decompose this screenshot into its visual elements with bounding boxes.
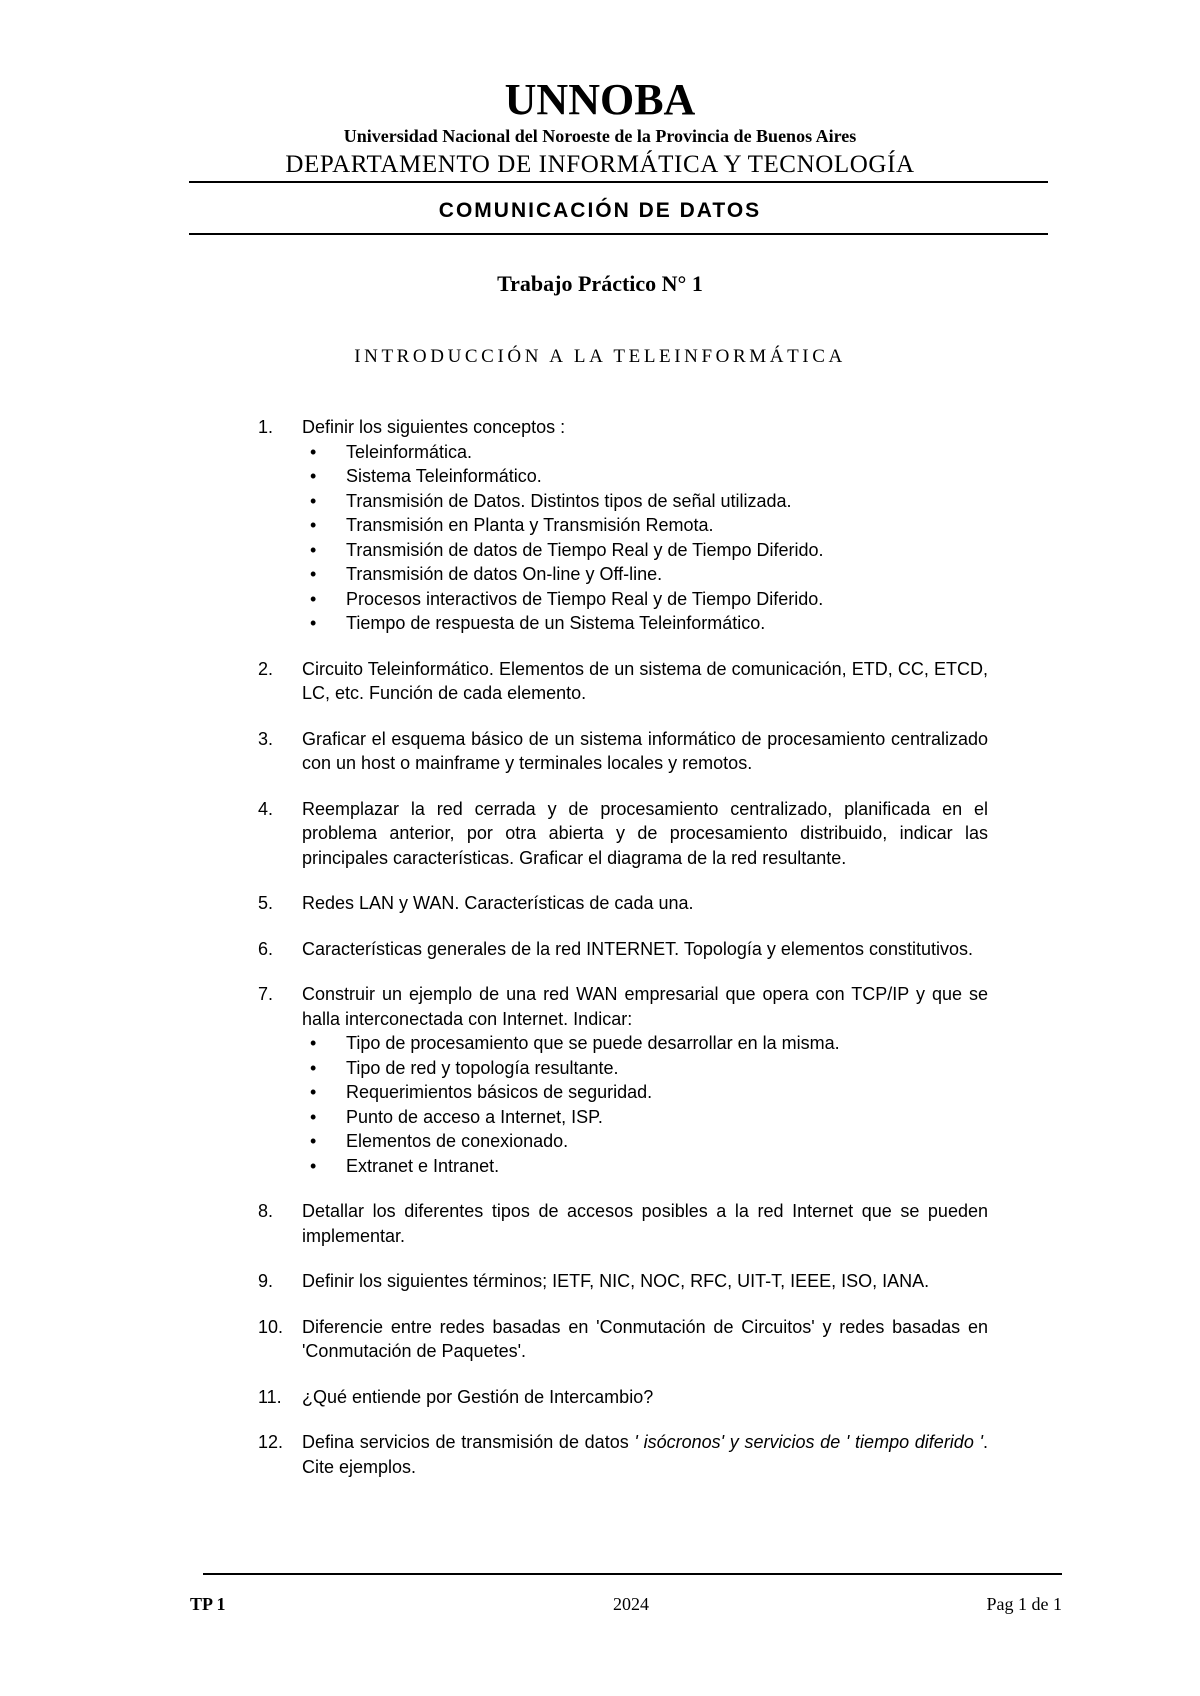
bullet-item: • Sistema Teleinformático. (302, 464, 988, 489)
question-item (258, 982, 988, 1178)
question-item (258, 937, 988, 962)
bullet-icon: • (310, 466, 317, 486)
bullet-item: • Teleinformática. (302, 440, 988, 465)
bullet-icon: • (310, 515, 317, 535)
bullet-item: • Transmisión de Datos. Distintos tipos de señal utilizada. (302, 489, 988, 514)
bullet-icon: • (310, 588, 317, 609)
bullet-icon: • (310, 441, 317, 462)
question-number: 6. (258, 938, 274, 959)
question-number: 8. (258, 1201, 274, 1221)
question-number: 7. (258, 984, 274, 1004)
bullet-item: • Punto de acceso a Internet, ISP. (302, 1105, 988, 1130)
question-text: Detallar los diferentes tipos de accesos posibles a la red Internet que se pueden implementar. (302, 1201, 988, 1246)
department-name: DEPARTAMENTO DE INFORMÁTICA Y TECNOLOGÍA (285, 151, 915, 178)
question-text: Circuito Teleinformático. Elementos de un sistema de comunicación, ETD, CC, ETCD, LC, etc. Función de cada elemento. (302, 658, 988, 703)
question-number: 2. (258, 658, 274, 679)
bullet-icon: • (310, 539, 317, 560)
course-name: COMUNICACIÓN DE DATOS (438, 199, 762, 222)
footer-page-number: Pag 1 de 1 (986, 1594, 1062, 1614)
bullet-item: • Tiempo de respuesta de un Sistema Teleinformático. (302, 611, 988, 636)
question-text: Reemplazar la red cerrada y de procesamiento centralizado, planificada en el problema anterior, por otra abierta y de procesamiento distribuido, indicar las principales características. Graficar el diagrama de la red resultante. (302, 798, 988, 868)
bullet-list (302, 440, 988, 636)
bullet-icon: • (310, 1155, 317, 1176)
question-item (258, 1315, 988, 1364)
question-item (258, 797, 988, 871)
bullet-item: • Procesos interactivos de Tiempo Real y de Tiempo Diferido. (302, 587, 988, 612)
question-item (258, 1385, 988, 1410)
question-text: Características generales de la red INTERNET. Topología y elementos constitutivos. (302, 938, 973, 959)
bullet-item: • Tipo de red y topología resultante. (302, 1056, 988, 1081)
bullet-item: • Requerimientos básicos de seguridad. (302, 1080, 988, 1105)
question-text: Defina servicios de transmisión de datos ' isócronos' y servicios de ' tiempo diferido '. Cite ejemplos. (302, 1432, 988, 1477)
header-divider-top (189, 181, 1048, 183)
footer-year: 2024 (613, 1594, 649, 1614)
question-text: Graficar el esquema básico de un sistema informático de procesamiento centralizado con un host o mainframe y terminales locales y remotos. (302, 728, 988, 773)
bullet-icon: • (310, 1106, 317, 1127)
bullet-icon: • (310, 613, 317, 633)
question-number: 9. (258, 1271, 274, 1291)
question-item (258, 1430, 988, 1479)
bullet-icon: • (310, 1057, 317, 1078)
university-full-name: Universidad Nacional del Noroeste de la Provincia de Buenos Aires (343, 126, 857, 146)
question-item (258, 415, 988, 636)
question-number: 11. (258, 1386, 282, 1407)
bullet-item: • Tipo de procesamiento que se puede desarrollar en la misma. (302, 1031, 988, 1056)
question-list (258, 415, 988, 1500)
question-item (258, 1199, 988, 1248)
header-divider-bottom (189, 233, 1048, 235)
question-number: 1. (258, 417, 274, 437)
question-item (258, 1269, 988, 1294)
bullet-list (302, 1031, 988, 1178)
bullet-icon: • (310, 490, 317, 511)
question-number: 3. (258, 728, 274, 749)
question-text: Construir un ejemplo de una red WAN empresarial que opera con TCP/IP y que se halla interconectada con Internet. Indicar: (302, 984, 988, 1029)
bullet-icon: • (310, 564, 317, 584)
university-name: UNNOBA (504, 75, 696, 124)
bullet-icon: • (310, 1131, 317, 1151)
assignment-subtitle: INTRODUCCIÓN A LA TELEINFORMÁTICA (354, 346, 846, 367)
question-number: 10. (258, 1316, 284, 1337)
question-number: 12. (258, 1432, 284, 1452)
bullet-item: • Transmisión de datos de Tiempo Real y de Tiempo Diferido. (302, 538, 988, 563)
question-number: 5. (258, 893, 274, 913)
question-text: Diferencie entre redes basadas en 'Conmutación de Circuitos' y redes basadas en 'Conmutación de Paquetes'. (302, 1316, 988, 1361)
question-text: Definir los siguientes términos; IETF, NIC, NOC, RFC, UIT-T, IEEE, ISO, IANA. (302, 1271, 930, 1291)
question-text: ¿Qué entiende por Gestión de Intercambio? (302, 1386, 654, 1407)
bullet-item: • Transmisión de datos On-line y Off-line. (302, 562, 988, 587)
bullet-icon: • (310, 1033, 317, 1053)
bullet-item: • Elementos de conexionado. (302, 1129, 988, 1154)
question-item (258, 891, 988, 916)
assignment-title: Trabajo Práctico N° 1 (497, 271, 703, 296)
bullet-item: • Extranet e Intranet. (302, 1154, 988, 1179)
bullet-item: • Transmisión en Planta y Transmisión Remota. (302, 513, 988, 538)
question-text: Redes LAN y WAN. Características de cada una. (302, 893, 694, 913)
footer-divider (203, 1573, 1062, 1575)
question-text: Definir los siguientes conceptos : (302, 417, 566, 437)
question-item (258, 657, 988, 706)
emphasized-text: ' isócronos' y servicios de ' tiempo diferido ' (634, 1432, 983, 1452)
question-number: 4. (258, 798, 274, 819)
bullet-icon: • (310, 1082, 317, 1102)
footer-doc-label: TP 1 (190, 1594, 226, 1614)
question-item (258, 727, 988, 776)
